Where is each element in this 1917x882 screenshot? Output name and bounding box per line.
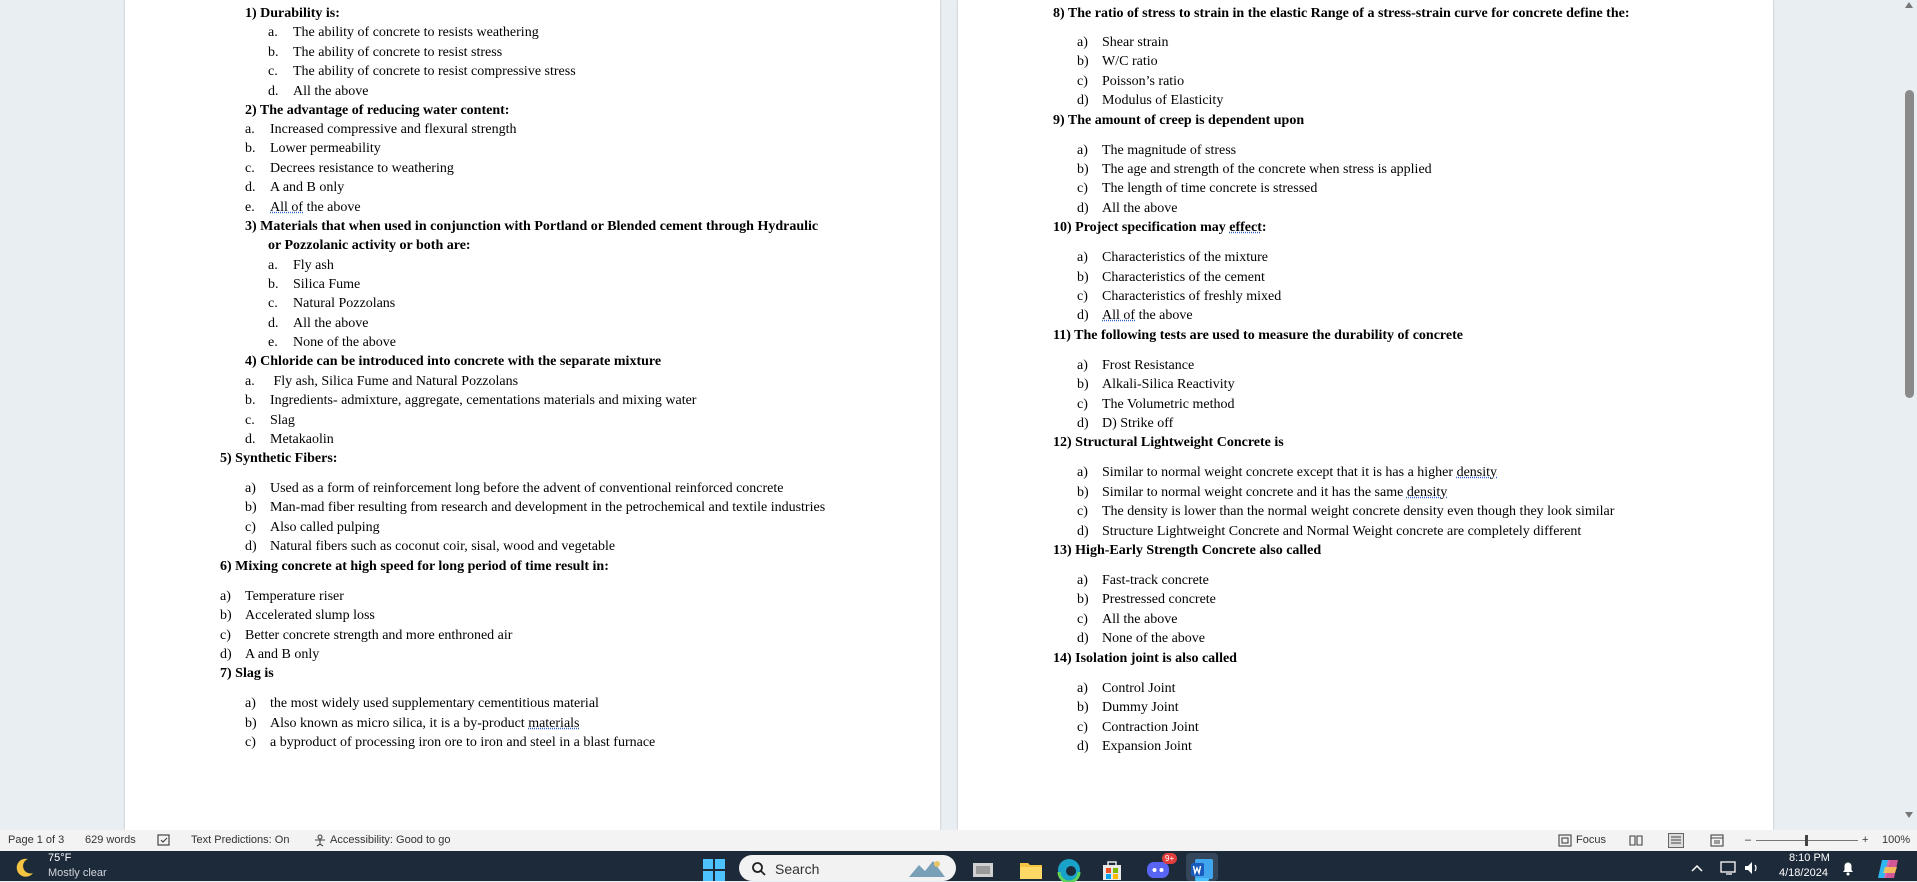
answer-option	[245, 120, 516, 139]
option-marker: a)	[1077, 681, 1088, 696]
moon-weather-icon[interactable]	[12, 856, 36, 880]
option-text: D) Strike off	[1102, 416, 1174, 431]
option-marker: d)	[220, 647, 232, 662]
option-text: Ingredients- admixture, aggregate, cementations materials and mixing water	[270, 393, 697, 408]
taskbar-search-box[interactable]	[739, 855, 956, 881]
answer-option	[268, 314, 368, 333]
option-marker: b)	[245, 500, 257, 515]
answer-option	[268, 82, 368, 101]
option-marker: c)	[1077, 181, 1088, 196]
answer-option	[1077, 306, 1193, 325]
option-marker: c)	[245, 520, 256, 535]
option-text: A and B only	[270, 180, 345, 195]
option-marker: c.	[268, 64, 278, 79]
option-marker: a)	[1077, 250, 1088, 265]
option-marker: a.	[268, 25, 278, 40]
answer-option	[220, 587, 344, 606]
option-marker: c)	[1077, 74, 1088, 89]
option-marker: c)	[1077, 720, 1088, 735]
question-heading: or Pozzolanic activity or both are:	[268, 238, 471, 253]
option-marker: d)	[1077, 739, 1089, 754]
answer-option	[220, 626, 512, 645]
option-text: All the above	[293, 316, 369, 331]
print-layout-icon[interactable]	[1668, 833, 1684, 848]
option-text: All the above	[1102, 612, 1178, 627]
option-text: Slag	[270, 413, 295, 428]
answer-option	[1077, 248, 1268, 267]
option-marker: b)	[1077, 485, 1089, 500]
question-heading: 5) Synthetic Fibers:	[220, 451, 338, 466]
option-marker: b)	[245, 716, 257, 731]
option-marker: a)	[220, 589, 231, 604]
option-text: a byproduct of processing iron ore to iron and steel in a blast furnace	[270, 735, 656, 750]
option-text: Also called pulping	[270, 520, 380, 535]
option-marker: d)	[1077, 524, 1089, 539]
option-marker: a.	[245, 122, 255, 137]
option-marker: a.	[245, 374, 255, 389]
option-marker: d)	[1077, 416, 1089, 431]
answer-option	[1077, 141, 1236, 160]
option-text: A and B only	[245, 647, 320, 662]
answer-option	[1077, 679, 1176, 698]
answer-option	[1077, 463, 1497, 482]
answer-option	[1077, 375, 1235, 394]
answer-option	[1077, 91, 1223, 110]
accessibility-icon[interactable]	[313, 834, 327, 847]
answer-option	[1077, 522, 1581, 541]
question-heading: 2) The advantage of reducing water content:	[245, 103, 510, 118]
option-text: The Volumetric method	[1102, 397, 1235, 412]
word-count[interactable]: 629 words	[85, 834, 136, 846]
answer-option	[245, 498, 825, 517]
answer-option	[1077, 590, 1216, 609]
volume-icon[interactable]	[1743, 860, 1761, 876]
text-predictions-status[interactable]: Text Predictions: On	[191, 834, 290, 846]
answer-option	[1077, 395, 1234, 414]
answer-option	[245, 198, 361, 217]
option-text: Fast-track concrete	[1102, 573, 1209, 588]
option-marker: a)	[1077, 358, 1088, 373]
option-marker: b.	[268, 45, 279, 60]
option-marker: b)	[1077, 54, 1089, 69]
notification-badge: 9+	[1162, 853, 1177, 864]
clock-time[interactable]: 8:10 PM	[1789, 852, 1830, 864]
option-marker: c)	[245, 735, 256, 750]
option-marker: a)	[245, 696, 256, 711]
option-marker: b)	[220, 608, 232, 623]
option-marker: b)	[1077, 377, 1089, 392]
option-text: All of the above	[270, 200, 361, 215]
option-text: The ability of concrete to resist compressive stress	[293, 64, 576, 79]
answer-option	[220, 645, 319, 664]
web-layout-icon[interactable]	[1710, 834, 1724, 847]
answer-option	[245, 159, 454, 178]
option-marker: d)	[1077, 631, 1089, 646]
option-marker: b.	[268, 277, 279, 292]
grammar-flag[interactable]: density	[1456, 465, 1498, 480]
option-text: The age and strength of the concrete when stress is applied	[1102, 162, 1432, 177]
answer-option	[268, 256, 334, 275]
focus-mode-button[interactable]: Focus	[1576, 834, 1606, 846]
option-text: W/C ratio	[1102, 54, 1158, 69]
answer-option	[1077, 629, 1205, 648]
option-text: Used as a form of reinforcement long before the advent of conventional reinforced concrete	[270, 481, 784, 496]
grammar-flag[interactable]: materials	[528, 716, 580, 731]
answer-option	[268, 294, 395, 313]
question-heading: 12) Structural Lightweight Concrete is	[1053, 435, 1284, 450]
option-text: Man-mad fiber resulting from research and development in the petrochemical and textile industries	[270, 500, 826, 515]
weather-temp[interactable]: 75°F	[48, 852, 72, 864]
option-marker: d.	[268, 316, 279, 331]
answer-option	[1077, 199, 1177, 218]
option-text: Characteristics of the mixture	[1102, 250, 1268, 265]
option-text: Expansion Joint	[1102, 739, 1192, 754]
option-text: Metakaolin	[270, 432, 334, 447]
answer-option	[1077, 414, 1173, 433]
network-icon[interactable]	[1720, 860, 1738, 876]
answer-option	[1077, 72, 1184, 91]
clock-date[interactable]: 4/18/2024	[1779, 867, 1828, 879]
option-marker: c)	[220, 628, 231, 643]
answer-option	[1077, 483, 1447, 502]
option-text: None of the above	[293, 335, 397, 350]
answer-option	[268, 43, 502, 62]
answer-option	[245, 139, 381, 158]
zoom-in-button[interactable]: +	[1862, 834, 1869, 846]
accessibility-status[interactable]: Accessibility: Good to go	[330, 834, 451, 846]
scroll-up-arrow-icon[interactable]	[1905, 2, 1913, 8]
zoom-out-button[interactable]: –	[1745, 834, 1752, 846]
question-heading: 4) Chloride can be introduced into concrete with the separate mixture	[245, 354, 662, 369]
question-heading: 13) High-Early Strength Concrete also called	[1053, 543, 1322, 558]
answer-option	[1077, 502, 1614, 521]
option-text: Similar to normal weight concrete and it has the same density	[1102, 485, 1448, 500]
option-text: The density is lower than the normal weight concrete density even though they look similar	[1102, 504, 1615, 519]
page-count[interactable]: Page 1 of 3	[8, 834, 65, 846]
answer-option	[268, 333, 396, 352]
option-text: All the above	[1102, 201, 1178, 216]
grammar-flag[interactable]: All of	[1102, 308, 1136, 323]
answer-option	[245, 714, 580, 733]
weather-desc[interactable]: Mostly clear	[48, 867, 107, 879]
question-heading: 6) Mixing concrete at high speed for long period of time result in:	[220, 559, 609, 574]
copilot-icon[interactable]	[1876, 857, 1902, 881]
scroll-down-arrow-icon[interactable]	[1905, 812, 1913, 818]
option-text: Lower permeability	[270, 141, 381, 156]
option-text: Shear strain	[1102, 35, 1169, 50]
search-placeholder: Search	[775, 861, 820, 877]
option-marker: a)	[245, 481, 256, 496]
word-app-icon[interactable]	[1190, 858, 1214, 880]
option-text: None of the above	[1102, 631, 1206, 646]
question-heading: 10) Project specification may effect:	[1053, 220, 1267, 235]
answer-option	[245, 430, 334, 449]
zoom-level[interactable]: 100%	[1882, 834, 1911, 846]
option-marker: b)	[1077, 162, 1089, 177]
option-marker: c)	[1077, 612, 1088, 627]
option-text: Prestressed concrete	[1102, 592, 1216, 607]
option-text: Fly ash, Silica Fume and Natural Pozzolans	[270, 374, 519, 389]
option-marker: b.	[245, 393, 256, 408]
option-marker: e.	[245, 200, 255, 215]
answer-option	[220, 606, 375, 625]
windows-start-icon[interactable]	[702, 858, 726, 882]
option-marker: a)	[1077, 573, 1088, 588]
focus-icon[interactable]	[1558, 834, 1572, 847]
option-text: Increased compressive and flexural strength	[270, 122, 517, 137]
chevron-up-icon[interactable]	[1690, 862, 1704, 874]
option-text: Accelerated slump loss	[245, 608, 375, 623]
option-text: Similar to normal weight concrete except that it is has a higher density	[1102, 465, 1498, 480]
answer-option	[268, 23, 539, 42]
option-text: Temperature riser	[245, 589, 344, 604]
option-marker: c.	[245, 161, 255, 176]
answer-option	[1077, 268, 1265, 287]
option-marker: b.	[245, 141, 256, 156]
option-text: Silica Fume	[293, 277, 361, 292]
option-marker: d.	[245, 432, 256, 447]
answer-option	[1077, 737, 1192, 756]
vertical-scrollbar[interactable]	[1902, 0, 1917, 830]
question-heading: 7) Slag is	[220, 666, 274, 681]
answer-option	[1077, 33, 1168, 52]
question-heading: 9) The amount of creep is dependent upon	[1053, 113, 1305, 128]
question-heading: 3) Materials that when used in conjunction with Portland or Blended cement through Hydraulic	[245, 219, 819, 234]
microsoft-store-icon[interactable]	[1100, 858, 1124, 882]
option-text: Fly ash	[293, 258, 334, 273]
option-marker: d)	[245, 539, 257, 554]
option-text: Decrees resistance to weathering	[270, 161, 454, 176]
answer-option	[245, 391, 696, 410]
option-marker: a)	[1077, 143, 1088, 158]
answer-option	[1077, 610, 1177, 629]
option-marker: b)	[1077, 592, 1089, 607]
option-text: Alkali-Silica Reactivity	[1102, 377, 1235, 392]
taskbar	[0, 851, 1917, 881]
answer-option	[1077, 160, 1432, 179]
answer-option	[245, 411, 295, 430]
option-marker: d.	[268, 84, 279, 99]
option-marker: b)	[1077, 270, 1089, 285]
answer-option	[268, 62, 576, 81]
answer-option	[1077, 571, 1209, 590]
proofing-book-icon[interactable]	[157, 834, 171, 847]
question-heading: 1) Durability is:	[245, 6, 340, 21]
option-marker: c.	[268, 296, 278, 311]
grammar-flag[interactable]: All of	[270, 200, 304, 215]
grammar-flag[interactable]: effect	[1229, 220, 1262, 235]
option-text: Contraction Joint	[1102, 720, 1199, 735]
option-text: Better concrete strength and more enthroned air	[245, 628, 513, 643]
answer-option	[1077, 287, 1281, 306]
edge-browser-icon[interactable]	[1057, 858, 1081, 882]
option-text: Also known as micro silica, it is a by-product materials	[270, 716, 580, 731]
read-mode-icon[interactable]	[1629, 834, 1643, 847]
option-marker: d.	[245, 180, 256, 195]
answer-option	[245, 537, 615, 556]
answer-option	[1077, 179, 1317, 198]
question-heading: 11) The following tests are used to measure the durability of concrete	[1053, 328, 1463, 343]
option-text: All the above	[293, 84, 369, 99]
option-text: The ability of concrete to resists weathering	[293, 25, 539, 40]
option-text: The magnitude of stress	[1102, 143, 1237, 158]
task-view-icon[interactable]	[972, 860, 994, 880]
option-marker: d)	[1077, 201, 1089, 216]
option-marker: c)	[1077, 289, 1088, 304]
option-marker: a)	[1077, 465, 1088, 480]
option-marker: c.	[245, 413, 255, 428]
option-text: Dummy Joint	[1102, 700, 1179, 715]
option-text: Modulus of Elasticity	[1102, 93, 1224, 108]
answer-option	[245, 178, 344, 197]
option-marker: c)	[1077, 397, 1088, 412]
answer-option	[1077, 356, 1194, 375]
file-explorer-icon[interactable]	[1019, 859, 1043, 881]
answer-option	[245, 518, 380, 537]
option-text: The length of time concrete is stressed	[1102, 181, 1318, 196]
scrollbar-thumb[interactable]	[1905, 90, 1914, 398]
zoom-slider-thumb[interactable]	[1805, 835, 1808, 846]
grammar-flag[interactable]: density	[1406, 485, 1448, 500]
option-text: the most widely used supplementary cementitious material	[270, 696, 599, 711]
option-text: Frost Resistance	[1102, 358, 1195, 373]
option-marker: a.	[268, 258, 278, 273]
answer-option	[245, 694, 599, 713]
option-text: Structure Lightweight Concrete and Normal Weight concrete are completely different	[1102, 524, 1582, 539]
notification-bell-icon[interactable]	[1840, 860, 1856, 876]
question-heading: 8) The ratio of stress to strain in the elastic Range of a stress-strain curve for concrete define the:	[1053, 6, 1630, 21]
answer-option	[1077, 718, 1199, 737]
question-heading: 14) Isolation joint is also called	[1053, 651, 1237, 666]
answer-option	[245, 479, 784, 498]
answer-option	[268, 275, 360, 294]
answer-option	[1077, 52, 1158, 71]
answer-option	[245, 733, 655, 752]
option-text: Natural fibers such as coconut coir, sisal, wood and vegetable	[270, 539, 616, 554]
option-text: The ability of concrete to resist stress	[293, 45, 503, 60]
option-marker: d)	[1077, 308, 1089, 323]
option-marker: d)	[1077, 93, 1089, 108]
option-marker: b)	[1077, 700, 1089, 715]
option-text: Characteristics of freshly mixed	[1102, 289, 1282, 304]
answer-option	[245, 372, 518, 391]
option-text: Characteristics of the cement	[1102, 270, 1265, 285]
answer-option	[1077, 698, 1179, 717]
option-text: Poisson’s ratio	[1102, 74, 1185, 89]
status-bar	[0, 830, 1917, 851]
option-marker: c)	[1077, 504, 1088, 519]
search-icon	[751, 861, 767, 877]
option-text: Control Joint	[1102, 681, 1176, 696]
search-highlight-image-icon	[907, 857, 947, 879]
option-marker: a)	[1077, 35, 1088, 50]
option-marker: e.	[268, 335, 278, 350]
option-text: All of the above	[1102, 308, 1193, 323]
option-text: Natural Pozzolans	[293, 296, 396, 311]
